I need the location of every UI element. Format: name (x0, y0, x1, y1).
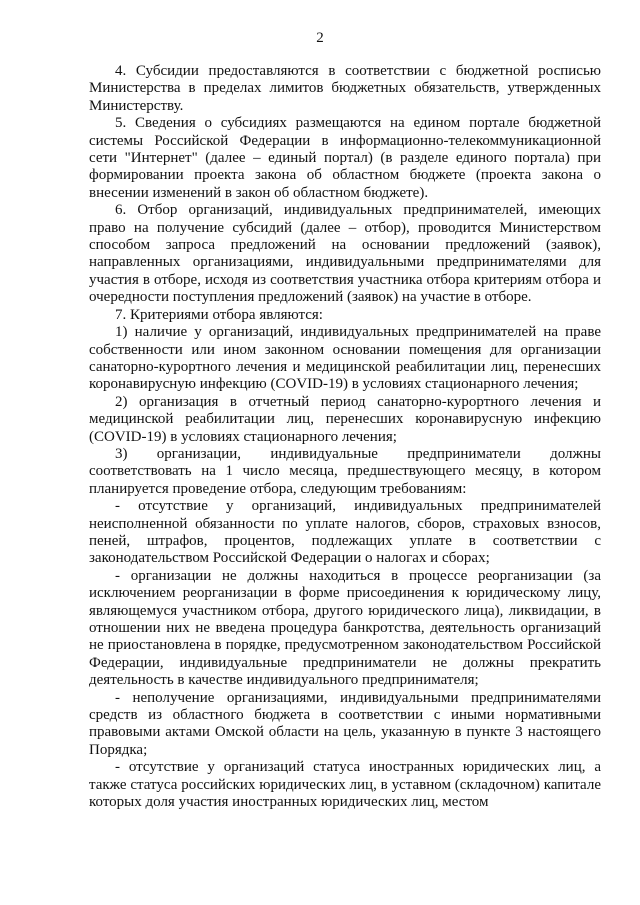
requirement-tax-debt: - отсутствие у организаций, индивидуальных предпринимателей неисполненной обязанности по уплате налогов, сборов, страховых взносов, пеней, штрафов, процентов, подлежащих уплате в соответствии с законодательством Российской Федерации о налогах и сборах; (89, 498, 601, 567)
criterion-3: 3) организации, индивидуальные предприниматели должны соответствовать на 1 число месяца, предшествующего месяцу, в котором планируется проведение отбора, следующим требованиям: (89, 445, 601, 497)
document-body (89, 63, 601, 811)
requirement-no-reorganization: - организации не должны находиться в процессе реорганизации (за исключением реорганизации в форме присоединения к юридическому лицу, являющемуся участником отбора, другого юридического лица), ликвидации, в отношении них не введена процедура банкротства, деятельность организаций не приостановлена в порядке, предусмотренном законодательством Российской Федерации, индивидуальные предприниматели не должны прекратить деятельность в качестве индивидуального предпринимателя; (89, 567, 601, 689)
paragraph-4: 4. Субсидии предоставляются в соответствии с бюджетной росписью Министерства в пределах лимитов бюджетных обязательств, утвержденных Министерству. (89, 63, 601, 114)
paragraph-6: 6. Отбор организаций, индивидуальных предпринимателей, имеющих право на получение субсидий (далее – отбор), проводится Министерством способом запроса предложений на основании предложений (заявок), направленных организациями, индивидуальными предпринимателями для участия в отборе, исходя из соответствия участника отбора критериям отбора и очередности поступления предложений (заявок) на участие в отборе. (89, 202, 601, 306)
page-number: 2 (316, 30, 324, 46)
requirement-no-other-funds: - неполучение организациями, индивидуальными предпринимателями средств из областного бюджета в соответствии с иными нормативными правовыми актами Омской области на цель, указанную в пункте 3 настоящего Порядка; (89, 689, 601, 758)
criterion-2: 2) организация в отчетный период санаторно-курортного лечения и медицинской реабилитации лиц, перенесших коронавирусную инфекцию (COVID-19) в условиях стационарного лечения; (89, 393, 601, 445)
paragraph-5: 5. Сведения о субсидиях размещаются на едином портале бюджетной системы Российской Федерации в информационно-телекоммуникационной сети "Интернет" (далее – единый портал) (в разделе единого портала) при формировании проекта закона об областном бюджете (проекта закона о внесении изменений в закон об областном бюджете). (89, 115, 601, 201)
paragraph-7-heading: 7. Критериями отбора являются: (115, 306, 323, 323)
criterion-1: 1) наличие у организаций, индивидуальных предпринимателей на праве собственности или ином законном основании помещения для организации санаторно-курортного лечения и медицинской реабилитации лиц, перенесших коронавирусную инфекцию (COVID-19) в условиях стационарного лечения; (89, 324, 601, 393)
requirement-no-foreign-status: - отсутствие у организаций статуса иностранных юридических лиц, а также статуса российских юридических лиц, в уставном (складочном) капитале которых доля участия иностранных юридических лиц, местом (89, 759, 601, 811)
